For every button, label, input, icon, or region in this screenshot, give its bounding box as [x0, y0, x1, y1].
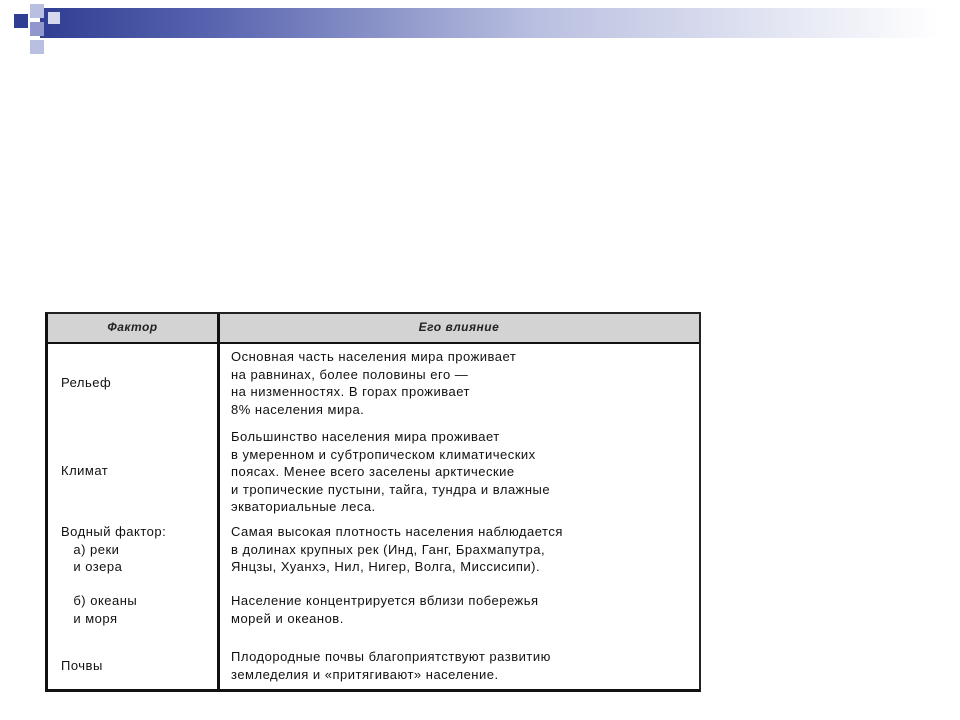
decor-square: [14, 14, 28, 28]
decor-square: [30, 22, 44, 36]
row-climate-factor: Климат: [61, 463, 109, 478]
row-relief-influence: Основная часть населения мира проживает на равнинах, более половины его — на низменностях. В горах проживает 8% населения мира.: [231, 349, 517, 417]
header-influence: Его влияние: [418, 320, 500, 334]
decor-square: [30, 4, 44, 18]
row-soils-influence: Плодородные почвы благоприятствуют развитию земледелия и «притягивают» население.: [231, 649, 551, 682]
row-water-rivers-influence: Самая высокая плотность населения наблюдается в долинах крупных рек (Инд, Ганг, Брахмапутра, Янцзы, Хуанхэ, Нил, Нигер, Волга, Миссисипи).: [231, 524, 563, 574]
table-header: [48, 314, 699, 344]
row-water-rivers-factor: Водный фактор: а) реки и озера: [61, 524, 167, 574]
row-relief-factor: Рельеф: [61, 375, 112, 390]
row-climate-influence: Большинство населения мира проживает в умеренном и субтропическом климатических поясах. Менее всего заселены арктические и тропические пустыни, тайга, тундра и влажные экваториальные леса.: [231, 429, 551, 514]
header-factor: Фактор: [107, 320, 158, 334]
column-divider: [217, 314, 220, 689]
row-water-oceans-factor: б) океаны и моря: [73, 593, 138, 626]
factor-influence-table: [45, 312, 701, 692]
decor-square: [48, 12, 60, 24]
decor-square: [30, 40, 44, 54]
header-gradient-band: [40, 8, 940, 38]
row-water-oceans-influence: Население концентрируется вблизи побережья морей и океанов.: [231, 593, 539, 626]
row-soils-factor: Почвы: [61, 658, 103, 673]
